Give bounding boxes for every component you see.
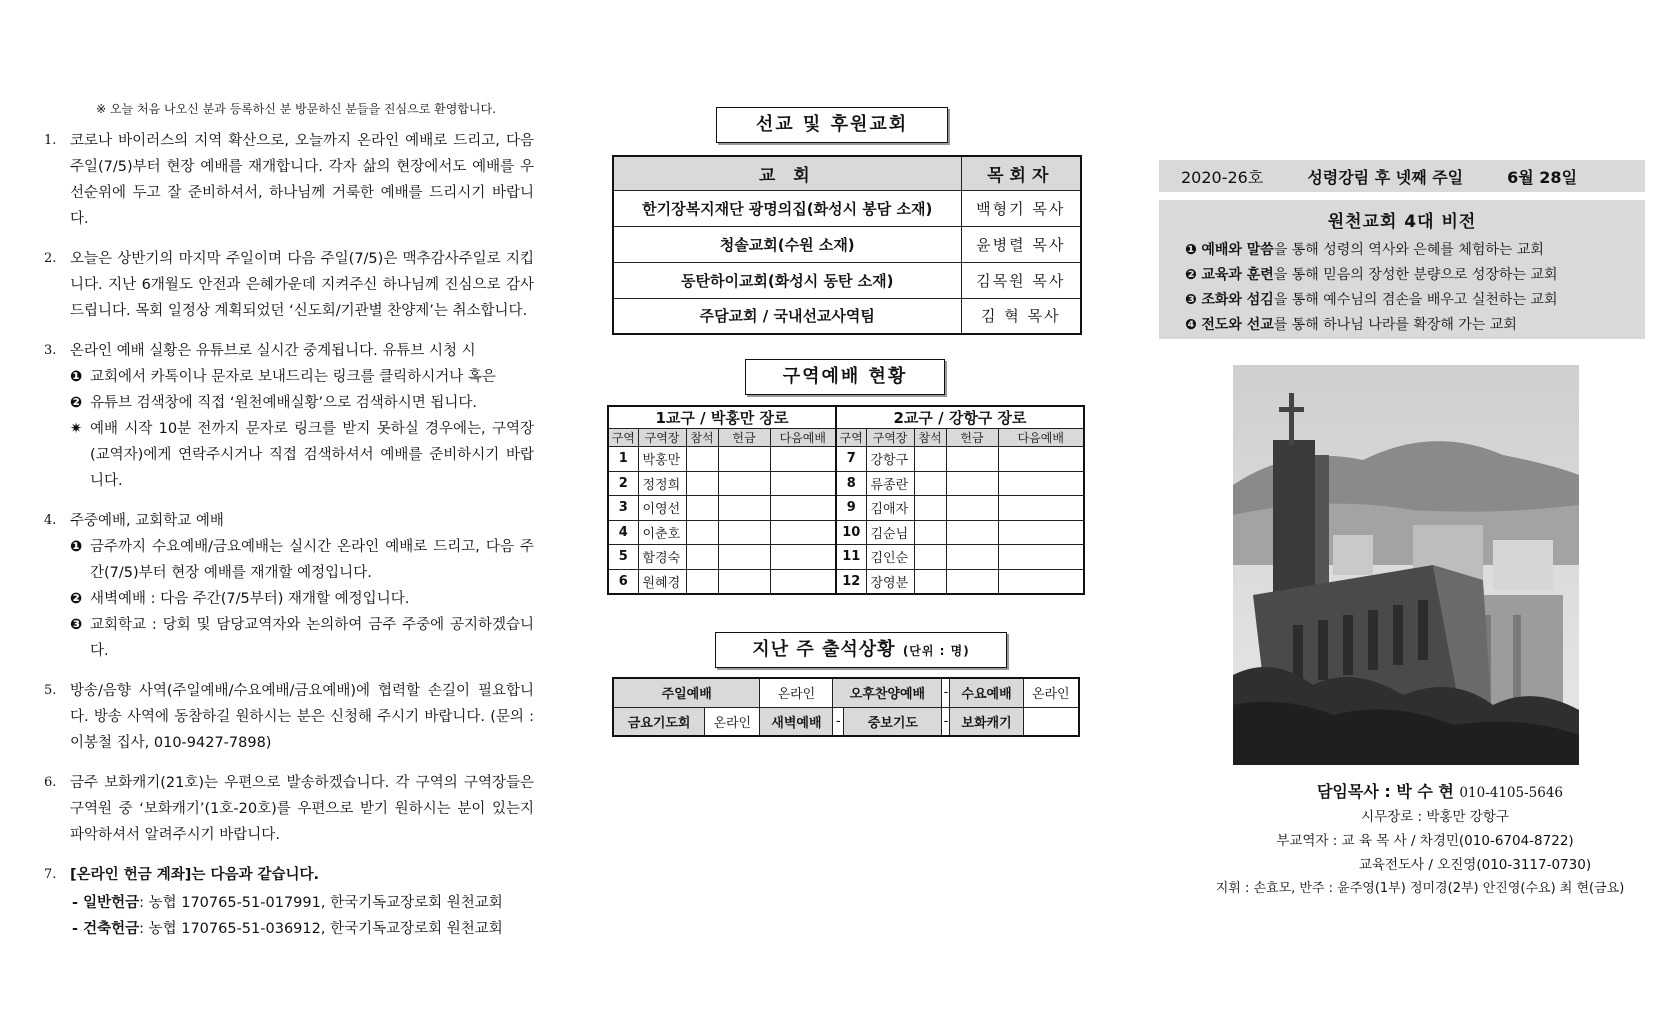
musicians-line: 지휘 : 손효모, 반주 : 윤주영(1부) 정미경(2부) 안진영(수요) 최 현(금요) [1215,881,1625,896]
district-number: 6 [608,569,638,594]
church-name: 동탄하이교회(화성시 동탄 소재) [613,262,961,298]
leader-name: 이영선 [638,496,686,521]
church-photo [1233,365,1579,765]
notice-number: 3. [44,343,57,358]
account-line [44,916,534,942]
service-value: - [942,678,950,707]
number-icon: ❷ [1185,267,1197,283]
vision-key: 조화와 섬김 [1201,292,1274,308]
column-header: 다음예배 [998,429,1084,447]
notice-item [44,246,534,324]
missions-table [612,155,1082,335]
vision-item [1185,313,1645,338]
column-header: 다음예배 [770,429,836,447]
pastor-name: 김목원 목사 [961,262,1081,298]
service-value: - [942,707,950,736]
district-number: 12 [836,569,866,594]
notice-item [44,338,534,494]
vision-rest: 을 통해 예수님의 겸손을 배우고 실천하는 교회 [1273,292,1558,308]
leader-name: 김애자 [866,496,914,521]
staff-info [1190,780,1650,901]
number-icon: ❸ [1185,292,1197,308]
notice-sub [70,416,534,494]
district-number: 4 [608,520,638,545]
notice-sub-text: 새벽예배 : 다음 주간(7/5부터) 재개할 예정입니다. [90,591,410,607]
leader-name: 원혜경 [638,569,686,594]
asterisk-icon: ✷ [70,421,83,437]
senior-name: : 박 수 현 [1378,782,1460,801]
church-building-icon [1233,365,1579,765]
vision-rest: 을 통해 믿음의 장성한 분량으로 성장하는 교회 [1273,267,1558,283]
district-number: 1 [608,447,638,472]
leader-name: 이춘호 [638,520,686,545]
notice-number: 6. [44,775,57,790]
notice-text: 온라인 예배 실황은 유튜브로 실시간 중계됩니다. 유튜브 시청 시 [70,343,476,359]
notices-section [44,100,534,942]
service-value: 온라인 [705,707,760,736]
pastor-name: 백형기 목사 [961,190,1081,226]
issue-number: 2020-26호 [1181,167,1264,187]
associate-line: 부교역자 : 교 육 목 사 / 차경민(010-6704-8722) [1276,833,1574,849]
leader-name: 정정희 [638,471,686,496]
service-value [1023,707,1079,736]
issue-week: 성령강림 후 넷째 주일 [1307,167,1464,187]
service-value: 온라인 [760,678,833,707]
vision-item [1185,263,1645,288]
bullet-icon: ❶ [70,539,83,555]
column-header: 구역 [836,429,866,447]
senior-phone: 010-4105-5646 [1459,785,1564,801]
service-label: 중보기도 [844,707,942,736]
districts-title: 구역예배 현황 [745,359,945,395]
attendance-title-text: 지난 주 출석상황 [752,639,896,660]
account-line [44,890,534,916]
leader-name: 박홍만 [638,447,686,472]
column-header: 참석 [914,429,946,447]
attendance-title [715,632,1007,668]
notice-text: 방송/음향 사역(주일예배/수요예배/금요예배)에 협력할 손길이 필요합니다. 방송 사역에 동참하길 원하시는 분은 신청해 주시기 바랍니다. (문의 : 이봉철 집사, 010-9427-7898) [70,683,534,751]
district-number: 11 [836,545,866,570]
table-row [613,707,1079,736]
account-value: : 농협 170765-51-017991, 한국기독교장로회 원천교회 [139,895,503,911]
notice-sub [70,390,534,416]
leader-name: 함경숙 [638,545,686,570]
service-label: 금요기도회 [613,707,705,736]
bullet-icon: ❸ [70,617,83,633]
account-label: - 일반헌금 [72,895,140,911]
leader-name: 류종란 [866,471,914,496]
leader-name: 김순님 [866,520,914,545]
number-icon: ❹ [1185,317,1197,333]
column-header: 헌금 [946,429,998,447]
leader-name: 장영분 [866,569,914,594]
service-label: 오후찬양예배 [833,678,942,707]
leader-name: 강항구 [866,447,914,472]
vision-item [1185,288,1645,313]
missions-title: 선교 및 후원교회 [716,107,948,143]
notice-item [44,508,534,664]
district-number: 10 [836,520,866,545]
notice-number: 4. [44,513,57,528]
column-header: 헌금 [718,429,770,447]
district-number: 2 [608,471,638,496]
notice-number: 7. [44,867,57,882]
bullet-icon: ❷ [70,395,83,411]
column-header: 구역장 [866,429,914,447]
notice-number: 1. [44,133,57,148]
column-header: 목회자 [961,156,1081,190]
table-row [608,569,1084,594]
pastor-name: 윤병렬 목사 [961,226,1081,262]
attendance-unit: (단위 : 명) [902,644,970,658]
notice-number: 5. [44,683,57,698]
table-row [613,678,1079,707]
notice-sub [70,586,534,612]
districts-table [607,405,1085,595]
table-row [608,447,1084,472]
vision-box [1159,200,1645,339]
vision-rest: 을 통해 성령의 역사와 은혜를 체험하는 교회 [1273,242,1544,258]
bullet-icon: ❷ [70,591,83,607]
evangelist-line: 교육전도사 / 오진영(010-3117-0730) [1358,857,1592,873]
church-name: 주담교회 / 국내선교사역팀 [613,298,961,334]
group-header: 2교구 / 강항구 장로 [836,406,1084,429]
bullet-icon: ❶ [70,369,83,385]
notice-item [44,128,534,232]
notice-text: 코로나 바이러스의 지역 확산으로, 오늘까지 온라인 예배로 드리고, 다음 주일(7/5)부터 현장 예배를 재개합니다. 각자 삶의 현장에서도 예배를 우선순위에 두고 잘 준비하셔서, 하나님께 거룩한 예배를 드리시기 바랍니다. [70,133,534,227]
senior-pastor-line [1190,780,1650,805]
vision-title: 원천교회 4대 비전 [1327,212,1477,232]
number-icon: ❶ [1185,242,1197,258]
notice-sub-text: 예배 시작 10분 전까지 문자로 링크를 받지 못하실 경우에는, 구역장(교역자)에게 연락주시거나 직접 검색하셔서 예배를 준비하시기 바랍니다. [90,421,534,489]
district-number: 8 [836,471,866,496]
service-label: 주일예배 [613,678,760,707]
group-header: 1교구 / 박홍만 장로 [608,406,836,429]
attendance-table [612,677,1080,737]
notice-text: 주중예배, 교회학교 예배 [70,513,224,529]
notice-text: 금주 보화캐기(21호)는 우편으로 발송하겠습니다. 각 구역의 구역장들은 구역원 중 ‘보화캐기’(1호-20호)를 우편으로 받기 원하시는 분이 있는지 파악하셔서 알려주시기 바랍니다. [70,775,534,843]
account-label: - 건축헌금 [72,921,140,937]
column-header: 구역 [608,429,638,447]
notice-sub-text: 금주까지 수요예배/금요예배는 실시간 온라인 예배로 드리고, 다음 주간(7/5)부터 현장 예배를 재개할 예정입니다. [90,539,534,581]
welcome-line: ※ 오늘 처음 나오신 분과 등록하신 분 방문하신 분들을 진심으로 환영합니다. [96,102,496,116]
notice-sub-text: 교회학교 : 당회 및 담당교역자와 논의하여 금주 주중에 공지하겠습니다. [90,617,534,659]
vision-rest: 를 통해 하나님 나라를 확장해 가는 교회 [1273,317,1517,333]
church-name: 청솔교회(수원 소재) [613,226,961,262]
vision-item [1185,238,1645,263]
district-number: 9 [836,496,866,521]
elders-line: 시무장로 : 박홍만 강항구 [1361,809,1509,825]
issue-date: 6월 28일 [1507,167,1578,187]
table-row [608,471,1084,496]
service-value: - [833,707,844,736]
notice-number: 2. [44,251,57,266]
notice-sub [70,534,534,586]
column-header: 교 회 [613,156,961,190]
notice-sub-text: 교회에서 카톡이나 문자로 보내드리는 링크를 클릭하시거나 혹은 [90,369,496,385]
table-row [613,298,1081,334]
column-header: 구역장 [638,429,686,447]
service-label: 새벽예배 [760,707,833,736]
pastor-name: 김 혁 목사 [961,298,1081,334]
table-row [608,496,1084,521]
service-label: 수요예배 [950,678,1023,707]
issue-bar [1159,160,1645,192]
senior-label: 담임목사 [1316,782,1379,801]
district-number: 7 [836,447,866,472]
account-value: : 농협 170765-51-036912, 한국기독교장로회 원천교회 [139,921,503,937]
table-row [613,262,1081,298]
vision-key: 교육과 훈련 [1201,267,1274,283]
vision-key: 예배와 말씀 [1201,242,1274,258]
notice-item [44,770,534,848]
district-number: 5 [608,545,638,570]
table-row [613,226,1081,262]
notice-item [44,678,534,756]
notice-item [44,862,534,888]
notice-sub [70,364,534,390]
table-row [608,520,1084,545]
notice-sub [70,612,534,664]
column-header: 참석 [686,429,718,447]
table-row [613,190,1081,226]
service-label: 보화캐기 [950,707,1023,736]
table-row [608,545,1084,570]
notice-text: 오늘은 상반기의 마지막 주일이며 다음 주일(7/5)은 맥추감사주일로 지킵니다. 지난 6개월도 안전과 은혜가운데 지켜주신 하나님께 진심으로 감사 드립니다. 목회 일정상 계획되었던 ‘신도회/기관별 찬양제’는 취소합니다. [70,251,534,319]
district-number: 3 [608,496,638,521]
notice-text: [온라인 헌금 계좌]는 다음과 같습니다. [70,867,320,883]
vision-key: 전도와 선교 [1201,317,1274,333]
notice-sub-text: 유튜브 검색창에 직접 ‘원천예배실황’으로 검색하시면 됩니다. [90,395,478,411]
church-name: 한기장복지재단 광명의집(화성시 봉담 소재) [613,190,961,226]
service-value: 온라인 [1023,678,1079,707]
leader-name: 김인순 [866,545,914,570]
